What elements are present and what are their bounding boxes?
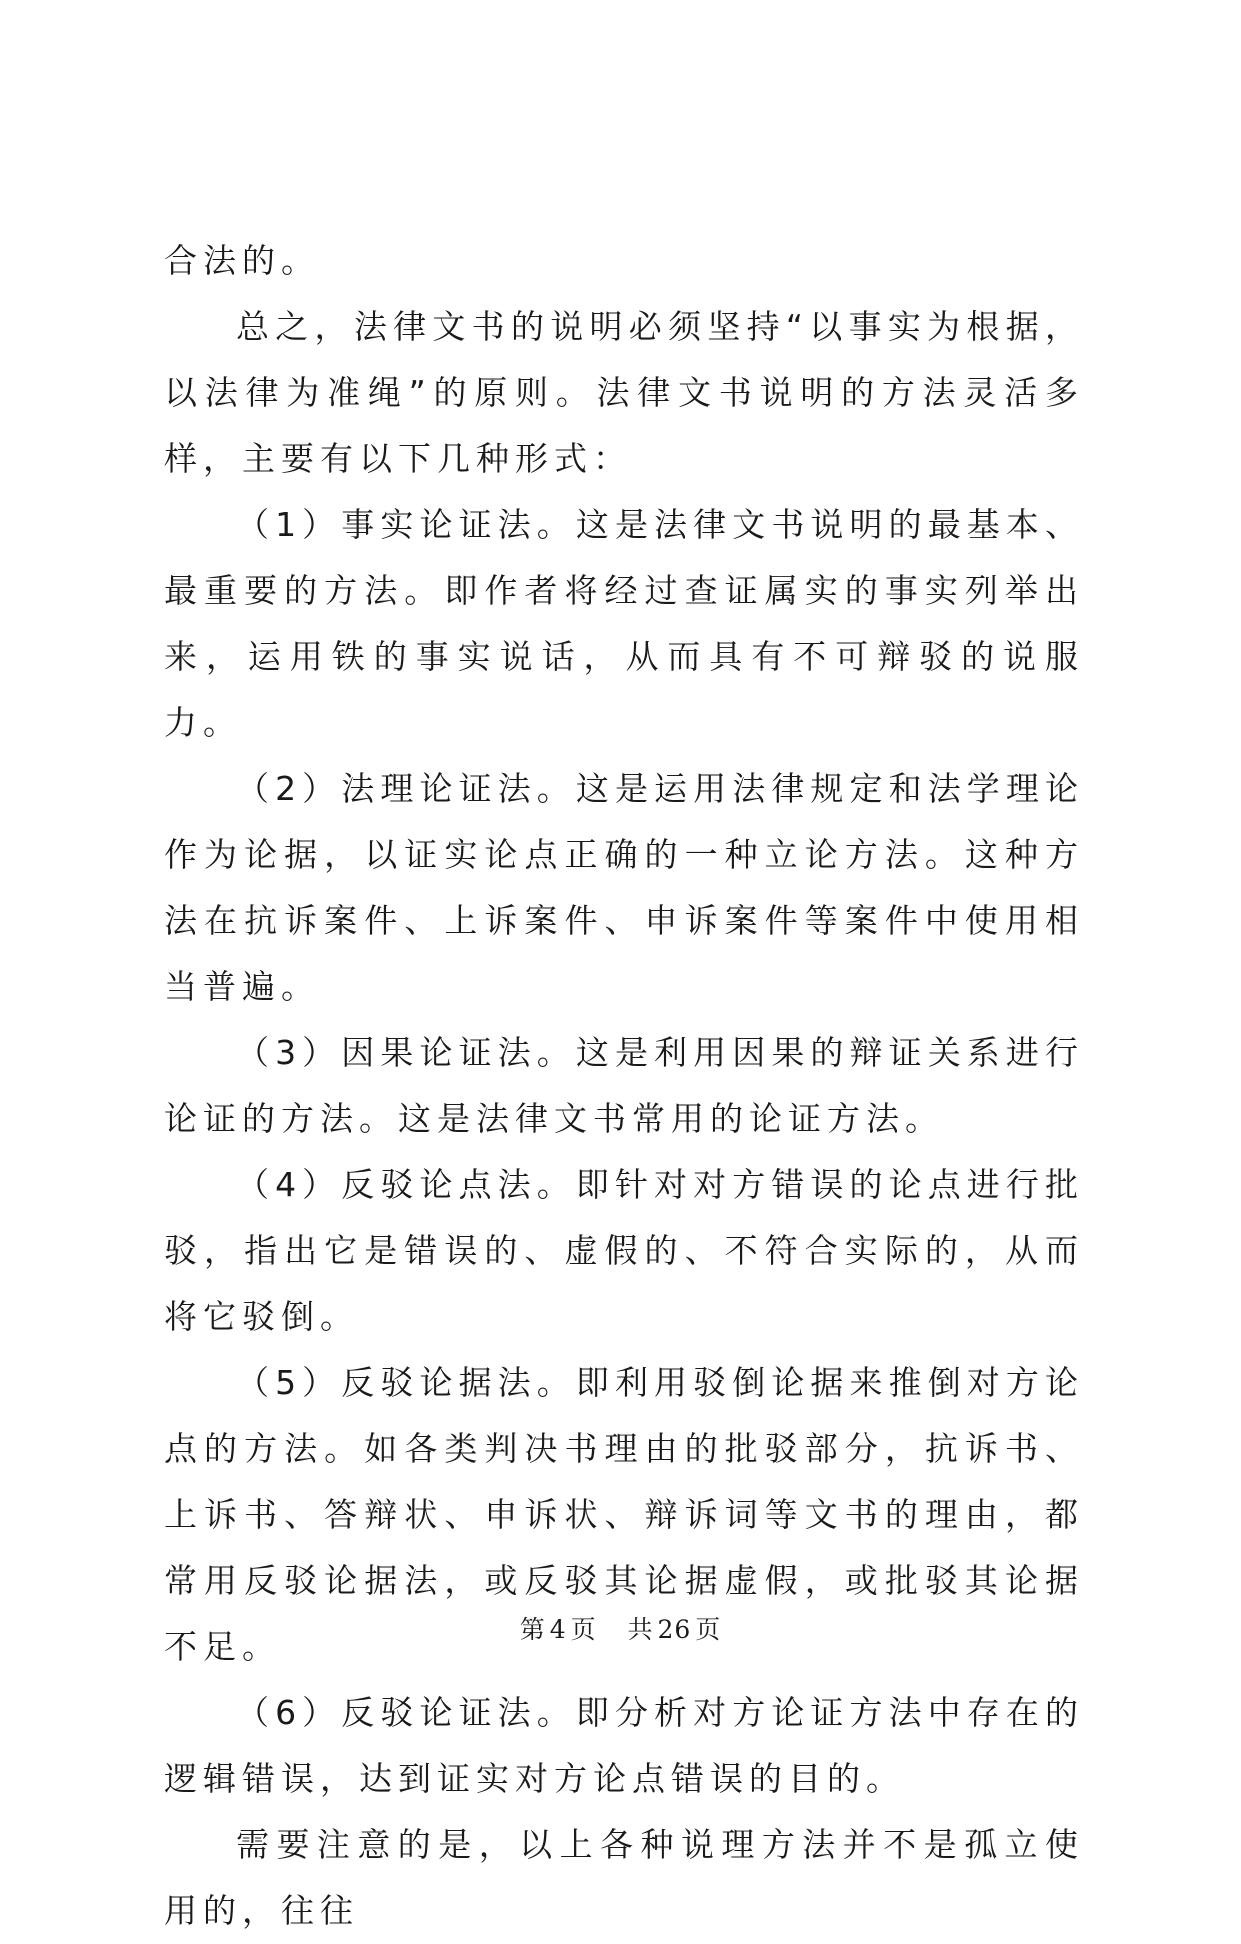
page-number: 4 — [549, 1615, 567, 1644]
total-pages: 26 — [657, 1615, 692, 1644]
paragraph: 总之，法律文书的说明必须坚持“以事实为根据，以法律为准绳”的原则。法律文书说明的方法灵活多样，主要有以下几种形式： — [164, 307, 1084, 478]
total-prefix: 共 — [627, 1615, 654, 1644]
paragraph: （2）法理论证法。这是运用法律规定和法学理论作为论据，以证实论点正确的一种立论方法。这种方法在抗诉案件、上诉案件、申诉案件等案件中使用相当普遍。 — [164, 769, 1084, 1006]
page-footer — [0, 1610, 1241, 1646]
total-unit: 页 — [695, 1615, 722, 1644]
document-body — [164, 228, 1084, 1944]
paragraph: 合法的。 — [164, 241, 320, 280]
page-unit: 页 — [570, 1615, 597, 1644]
paragraph: （3）因果论证法。这是利用因果的辩证关系进行论证的方法。这是法律文书常用的论证方法。 — [164, 1033, 1084, 1138]
paragraph: 需要注意的是，以上各种说理方法并不是孤立使用的，往往 — [164, 1825, 1084, 1930]
paragraph: （6）反驳论证法。即分析对方论证方法中存在的逻辑错误，达到证实对方论点错误的目的。 — [164, 1693, 1084, 1798]
paragraph: （4）反驳论点法。即针对对方错误的论点进行批驳，指出它是错误的、虚假的、不符合实际的，从而将它驳倒。 — [164, 1165, 1084, 1336]
paragraph: （5）反驳论据法。即利用驳倒论据来推倒对方论点的方法。如各类判决书理由的批驳部分，抗诉书、上诉书、答辩状、申诉状、辩诉词等文书的理由，都常用反驳论据法，或反驳其论据虚假，或批驳其论据不足。 — [164, 1363, 1084, 1666]
paragraph: （1）事实论证法。这是法律文书说明的最基本、最重要的方法。即作者将经过查证属实的事实列举出来，运用铁的事实说话，从而具有不可辩驳的说服力。 — [164, 505, 1084, 742]
page-prefix: 第 — [519, 1615, 546, 1644]
